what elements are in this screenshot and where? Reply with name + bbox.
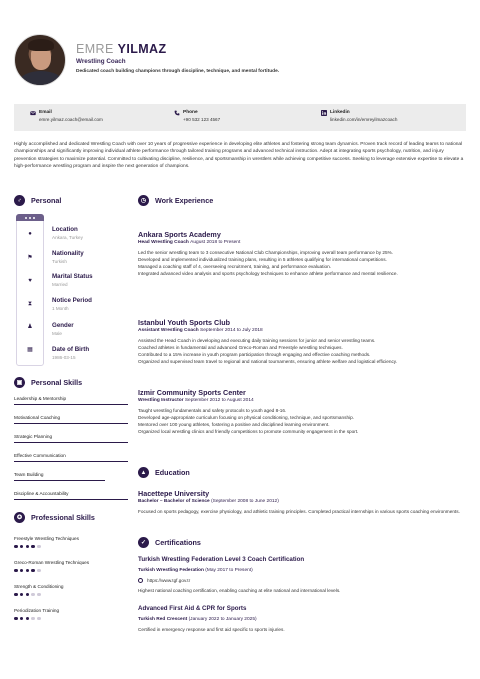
job-org: Istanbul Youth Sports Club xyxy=(138,318,230,327)
personal-gender: Gender Male xyxy=(52,322,74,336)
rating-dot-filled xyxy=(26,569,30,573)
rating-dot-filled xyxy=(31,545,35,549)
rating-dot-filled xyxy=(14,593,18,597)
personal-location: Location Ankara, Turkey xyxy=(52,226,83,240)
skill-label: Strategic Planning xyxy=(14,434,53,439)
cert-name: Advanced First Aid & CPR for Sports xyxy=(138,605,247,612)
job-entry: Istanbul Youth Sports Club Assistant Wrestling Coach September 2014 to July 2018 Assisted the Head Coach in developing and executing daily training sessions for junior and senior wrestling teams. Coached athletes in fundamental and advanced Greco-Roman and Freestyle wrestling techniques. Contributed to a 15% increase in youth program participation through engaging and effective coaching methods. Organized and supervised team travel to regional and national tournaments, ensuring athlete welfare and logistical efficiency. xyxy=(138,318,468,365)
personal-skill-item xyxy=(14,453,128,458)
professional-skill-item xyxy=(14,536,79,548)
job-role: Wrestling Instructor September 2012 to August 2014 xyxy=(138,398,254,403)
linkedin-icon xyxy=(321,110,327,116)
job-org: Ankara Sports Academy xyxy=(138,230,221,239)
job-entry: Izmir Community Sports Center Wrestling Instructor September 2012 to August 2014 Taught wrestling fundamentals and safety protocols to youth aged 8-16. Developed age-appropriate curriculum focusing on physical conditioning, technique, and sportsmanship. Mentored over 100 young athletes, fostering a positive and disciplined learning environment. Organized local wrestling clinics and friendly competitions to promote community engagement in the sport. xyxy=(138,388,468,435)
phone-contact xyxy=(174,110,220,122)
personal-skill-item xyxy=(14,491,128,496)
certification-entry xyxy=(138,556,468,594)
personal-skill-item xyxy=(14,396,128,401)
skill-rating xyxy=(14,593,64,597)
cert-issuer: Turkish Red Crescent (January 2022 to January 2025) xyxy=(138,617,257,622)
cert-desc: Highest national coaching certification, enabling coaching at elite national and international levels. xyxy=(138,588,341,593)
rating-dot-filled xyxy=(14,545,18,549)
professional-skills-heading: ✪ Professional Skills xyxy=(14,512,95,523)
school-name: Hacettepe University xyxy=(138,489,210,498)
linkedin-value[interactable]: linkedin.com/in/emreyilmazcoach xyxy=(330,117,398,122)
clock-icon: ◷ xyxy=(138,195,149,206)
cert-issuer: Turkish Wrestling Federation (May 2017 to Present) xyxy=(138,568,253,573)
linkedin-contact xyxy=(321,110,397,122)
degree: Bachelor – Bachelor of Science (September 2008 to June 2012) xyxy=(138,499,279,504)
rating-dot-filled xyxy=(26,617,30,621)
professional-skill-item xyxy=(14,584,64,596)
rating-dot-empty xyxy=(31,593,35,597)
skill-bar xyxy=(14,404,128,405)
skill-label: Strength & Conditioning xyxy=(14,584,64,589)
personal-icon-column xyxy=(16,214,44,366)
personal-marital-status: Marital Status Married xyxy=(52,273,93,287)
skill-bar xyxy=(14,499,128,500)
personal-notice-period: Notice Period 1 Month xyxy=(52,297,92,311)
rating-dot-filled xyxy=(31,569,35,573)
rating-dot-filled xyxy=(26,545,30,549)
full-name: EMRE YILMAZ xyxy=(76,42,167,56)
personal-skill-item xyxy=(14,434,128,439)
skill-label: Effective Communication xyxy=(14,453,66,458)
resume-header xyxy=(14,34,466,90)
cert-desc: Certified in emergency response and first aid specific to sports injuries. xyxy=(138,627,285,632)
personal-heading: ♂ Personal xyxy=(14,195,61,206)
tagline: Dedicated coach building champions through discipline, technique, and mental fortitude. xyxy=(76,69,280,74)
cert-name: Turkish Wrestling Federation Level 3 Coach Certification xyxy=(138,556,305,563)
award-icon: ✪ xyxy=(14,512,25,523)
rating-dot-empty xyxy=(37,617,41,621)
graduation-cap-icon: ▲ xyxy=(138,467,149,478)
hourglass-icon: ⧗ xyxy=(27,301,33,307)
job-title: Wrestling Coach xyxy=(76,58,126,65)
job-entry: Ankara Sports Academy Head Wrestling Coach August 2018 to Present Led the senior wrestling team to 3 consecutive National Club Championships, improving overall team performance by 25%. Developed and implemented individualized training plans, resulting in 5 athletes qualifying for international competitions. Managed a coaching staff of 4, overseeing recruitment, training, and performance evaluation. Integrated advanced video analysis and sports psychology techniques to enhance athlete performance and mental resilience. xyxy=(138,230,468,277)
skill-label: Leadership & Mentorship xyxy=(14,396,67,401)
skill-bar xyxy=(14,423,128,424)
rating-dot-filled xyxy=(26,593,30,597)
flag-icon: ⚑ xyxy=(27,255,33,261)
phone-icon xyxy=(174,110,180,116)
personal-dob: Date of Birth 1986-03-15 xyxy=(52,346,90,360)
rating-dot-empty xyxy=(37,545,41,549)
skill-label: Team Building xyxy=(14,472,44,477)
skill-label: Freestyle Wrestling Techniques xyxy=(14,536,79,541)
personal-skills-heading: ▣ Personal Skills xyxy=(14,377,82,388)
job-role: Head Wrestling Coach August 2018 to Present xyxy=(138,240,241,245)
email-value[interactable]: emre.yilmaz.coach@email.com xyxy=(39,117,103,122)
certificate-icon: ✓ xyxy=(138,537,149,548)
phone-label: Phone xyxy=(183,110,198,115)
skill-bar xyxy=(14,442,128,443)
heart-icon: ♥ xyxy=(28,278,32,284)
skill-rating xyxy=(14,617,59,621)
map-pin-icon: ● xyxy=(28,231,32,237)
personal-skill-item xyxy=(14,415,128,420)
skill-bar xyxy=(14,461,128,462)
envelope-icon xyxy=(30,110,36,116)
rating-dot-empty xyxy=(37,593,41,597)
work-experience-list xyxy=(138,214,468,448)
rating-dot-filled xyxy=(14,569,18,573)
skill-rating xyxy=(14,545,79,549)
gender-icon: ♂ xyxy=(14,195,25,206)
skill-rating xyxy=(14,569,89,573)
calendar-icon: ▦ xyxy=(27,347,33,353)
skill-label: Motivational Coaching xyxy=(14,415,61,420)
work-experience-heading: ◷ Work Experience xyxy=(138,195,213,206)
professional-skill-item xyxy=(14,608,59,620)
contact-bar xyxy=(14,104,466,131)
avatar xyxy=(14,34,66,86)
education-desc: Focused on sports pedagogy, exercise physiology, and athletic training principles. Completed practical internships in various sports coaching environments. xyxy=(138,509,460,514)
personal-nationality: Nationality Turkish xyxy=(52,250,84,264)
skill-label: Greco-Roman Wrestling Techniques xyxy=(14,560,90,565)
rating-dot-filled xyxy=(20,593,24,597)
profile-summary: Highly accomplished and dedicated Wrestling Coach with over 10 years of progressive experience in developing elite athletes and fostering strong team dynamics. Proven track record of leading teams to national championships and significantly improving individual athlete performance through tailored training programs and advanced technical instruction. Adept at integrating sports psychology, nutrition, and injury prevention strategies to maximize potential. Committed to cultivating discipline, resilience, and sportsmanship in wrestlers while achieving competitive success. Seeking to leverage extensive expertise to elevate a high-performance wrestling program and inspire the next generation of champions. xyxy=(14,142,464,170)
job-role: Assistant Wrestling Coach September 2014 to July 2018 xyxy=(138,328,263,333)
rating-dot-empty xyxy=(37,569,41,573)
briefcase-icon: ▣ xyxy=(14,377,25,388)
email-contact xyxy=(30,110,103,122)
globe-icon xyxy=(138,578,143,583)
email-label: Email xyxy=(39,110,52,115)
professional-skill-item xyxy=(14,560,89,572)
certification-entry xyxy=(138,605,468,633)
education-heading: ▲ Education xyxy=(138,467,190,478)
phone-value[interactable]: +90 532 123 4567 xyxy=(183,117,221,122)
education-entry xyxy=(138,489,468,515)
skill-bar xyxy=(14,480,105,481)
rating-dot-filled xyxy=(20,569,24,573)
skill-label: Periodization Training xyxy=(14,608,60,613)
person-icon: ♟ xyxy=(27,324,33,330)
job-org: Izmir Community Sports Center xyxy=(138,388,246,397)
rating-dot-filled xyxy=(14,617,18,621)
rating-dot-filled xyxy=(20,617,24,621)
linkedin-label: Linkedin xyxy=(330,110,350,115)
personal-skill-item xyxy=(14,472,128,477)
certifications-heading: ✓ Certifications xyxy=(138,537,201,548)
rating-dot-filled xyxy=(20,545,24,549)
cert-link[interactable]: https://www.tgf.gov.tr xyxy=(138,578,468,583)
skill-label: Discipline & Accountability xyxy=(14,491,69,496)
rating-dot-empty xyxy=(31,617,35,621)
